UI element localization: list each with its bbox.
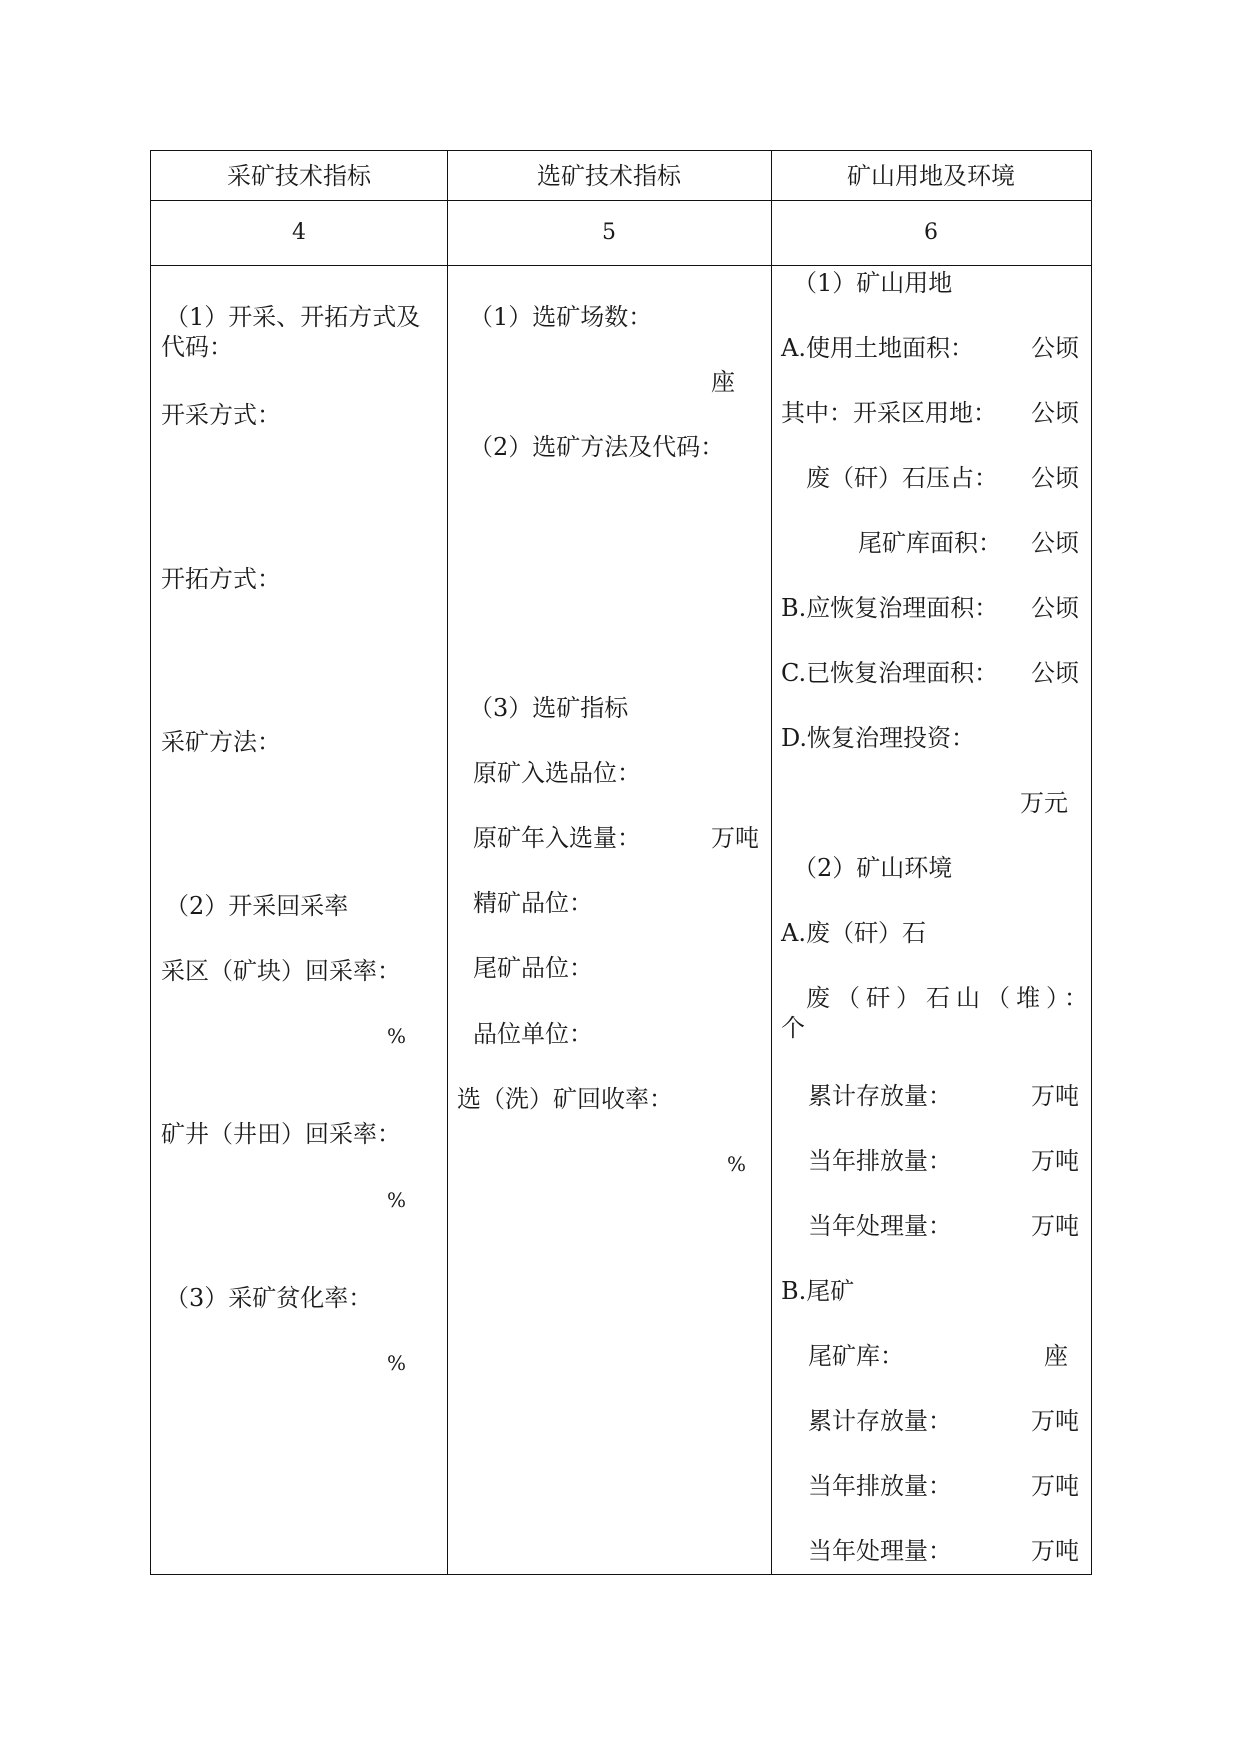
indicator-table bbox=[150, 150, 1092, 1575]
waste-annual-processed-unit: 万吨 bbox=[1031, 1212, 1079, 1240]
restore-investment-unit: 万元 bbox=[1020, 789, 1068, 817]
waste-annual-discharge-label: 当年排放量： bbox=[808, 1147, 952, 1175]
mining-item-1-cont: 代码： bbox=[161, 333, 233, 361]
restore-investment-label: D.恢复治理投资： bbox=[781, 724, 976, 752]
column-divider bbox=[771, 151, 772, 1574]
column-divider bbox=[447, 151, 448, 1574]
mine-recovery-label: 矿井（井田）回采率： bbox=[161, 1120, 401, 1148]
raw-grade-label: 原矿入选品位： bbox=[473, 759, 641, 787]
waste-cumulative-label: 累计存放量： bbox=[808, 1082, 952, 1110]
land-item-1: （1）矿山用地 bbox=[793, 269, 953, 297]
restore-required-label: B.应恢复治理面积： bbox=[781, 594, 999, 622]
processing-item-1: （1）选矿场数： bbox=[469, 303, 653, 331]
mining-mode-label: 开采方式： bbox=[161, 401, 281, 429]
processing-recovery-label: 选（洗）矿回收率： bbox=[457, 1085, 673, 1113]
land-used-unit: 公顷 bbox=[1031, 334, 1079, 362]
header-mining-tech: 采矿技术指标 bbox=[227, 162, 371, 190]
dilution-percent: % bbox=[387, 1351, 407, 1375]
mining-method-label: 采矿方法： bbox=[161, 728, 281, 756]
restored-unit: 公顷 bbox=[1031, 659, 1079, 687]
header-processing-tech: 选矿技术指标 bbox=[537, 162, 681, 190]
row-divider bbox=[151, 265, 1091, 266]
waste-hill-unit: 个 bbox=[781, 1014, 805, 1042]
raw-amount-label: 原矿年入选量： bbox=[473, 824, 641, 852]
development-mode-label: 开拓方式： bbox=[161, 565, 281, 593]
waste-rock-section: A.废（矸）石 bbox=[781, 919, 926, 947]
tailing-area-label: 尾矿库面积： bbox=[858, 529, 1002, 557]
mining-item-1: （1）开采、开拓方式及 bbox=[165, 303, 421, 331]
tailing-annual-processed-unit: 万吨 bbox=[1031, 1537, 1079, 1565]
tailings-section: B.尾矿 bbox=[781, 1277, 855, 1305]
waste-annual-processed-label: 当年处理量： bbox=[808, 1212, 952, 1240]
land-used-label: A.使用土地面积： bbox=[781, 334, 974, 362]
tailing-annual-discharge-unit: 万吨 bbox=[1031, 1472, 1079, 1500]
processing-item-3: （3）选矿指标 bbox=[469, 694, 629, 722]
grade-unit-label: 品位单位： bbox=[473, 1020, 593, 1048]
waste-cumulative-unit: 万吨 bbox=[1031, 1082, 1079, 1110]
area-recovery-percent: % bbox=[387, 1024, 407, 1048]
tailing-area-unit: 公顷 bbox=[1031, 529, 1079, 557]
waste-hill-label: 废（矸）石山（堆）： bbox=[806, 984, 1094, 1012]
tailing-annual-processed-label: 当年处理量： bbox=[808, 1537, 952, 1565]
raw-amount-unit: 万吨 bbox=[711, 824, 759, 852]
tailing-cumulative-label: 累计存放量： bbox=[808, 1407, 952, 1435]
tailing-grade-label: 尾矿品位： bbox=[473, 954, 593, 982]
environment-item-2: （2）矿山环境 bbox=[793, 854, 953, 882]
waste-annual-discharge-unit: 万吨 bbox=[1031, 1147, 1079, 1175]
column-number-6: 6 bbox=[924, 220, 938, 245]
concentrate-grade-label: 精矿品位： bbox=[473, 889, 593, 917]
mining-area-unit: 公顷 bbox=[1031, 399, 1079, 427]
tailing-dam-label: 尾矿库： bbox=[808, 1342, 904, 1370]
restore-required-unit: 公顷 bbox=[1031, 594, 1079, 622]
tailing-annual-discharge-label: 当年排放量： bbox=[808, 1472, 952, 1500]
row-divider bbox=[151, 200, 1091, 201]
column-number-5: 5 bbox=[602, 220, 616, 245]
plant-count-unit: 座 bbox=[711, 368, 735, 396]
mining-item-2: （2）开采回采率 bbox=[165, 892, 349, 920]
processing-recovery-percent: % bbox=[727, 1152, 747, 1176]
mining-area-label: 其中：开采区用地： bbox=[781, 399, 997, 427]
restored-label: C.已恢复治理面积： bbox=[781, 659, 999, 687]
tailing-dam-unit: 座 bbox=[1044, 1342, 1068, 1370]
processing-item-2: （2）选矿方法及代码： bbox=[469, 433, 725, 461]
area-recovery-label: 采区（矿块）回采率： bbox=[161, 957, 401, 985]
mining-item-3: （3）采矿贫化率： bbox=[165, 1284, 373, 1312]
tailing-cumulative-unit: 万吨 bbox=[1031, 1407, 1079, 1435]
column-number-4: 4 bbox=[292, 220, 306, 245]
header-land-environment: 矿山用地及环境 bbox=[847, 162, 1015, 190]
mine-recovery-percent: % bbox=[387, 1188, 407, 1212]
waste-occupied-unit: 公顷 bbox=[1031, 464, 1079, 492]
waste-occupied-label: 废（矸）石压占： bbox=[806, 464, 998, 492]
